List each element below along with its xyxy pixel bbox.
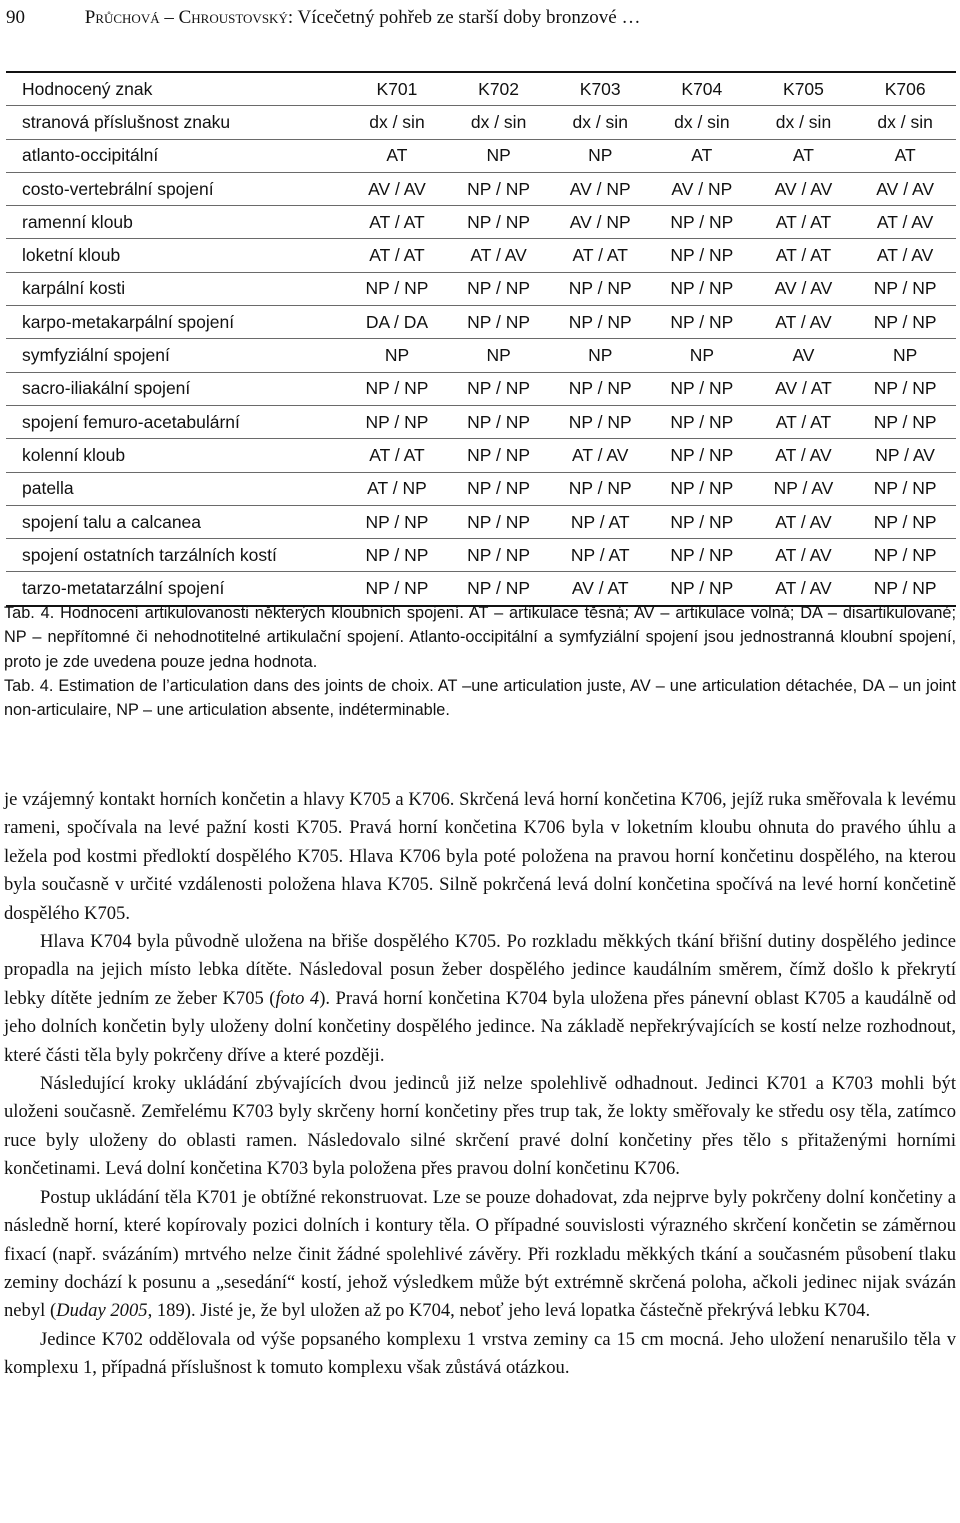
table-cell: AV / AT [549,572,651,606]
column-header: K704 [651,72,753,106]
table-cell: NP [549,139,651,172]
table-cell: NP [448,339,550,372]
table-row [6,339,956,372]
table-cell: NP / NP [854,572,956,606]
paragraph: je vzájemný kontakt horních končetin a hlavy K705 a K706. Skrčená levá horní končetina K706, jejíž ruka směřovala k levému rameni, spočívala na levé pažní kosti K705. Pravá horní končetina K706 byla v loketním kloubu ohnuta do pravého úhlu a ležela pod kostmi předloktí dospělého K705. Hlava K706 byla poté položena na pravou horní končetinu dospělého, na kterou byla současně v určité vzdálenosti položena hlava K705. Silně pokrčená levá dolní končetina spočívá na levé horní končetině dospělého K705. [4,789,956,924]
table-cell: NP [346,339,448,372]
table-cell: NP [448,139,550,172]
table-cell: AT / AV [753,505,855,538]
table-row [6,539,956,572]
page-number: 90 [6,7,25,28]
table-cell: AT / AT [346,206,448,239]
table-header-row [6,72,956,106]
paragraph-text: Hlava K704 byla původně uložena na břiše dospělého K705. Po rozkladu měkkých tkání břišní dutiny dospělého jedince propadla na jejich místo lebka dítěte. Následoval posun žeber dospělého jedince kaudálním směrem, čímž došlo k překrytí lebky dítěte jedním ze žeber K705 ( [4,931,956,1009]
data-table [6,71,956,607]
table-cell: NP / NP [549,306,651,339]
table-cell: NP / NP [448,505,550,538]
table-cell: NP / NP [854,472,956,505]
table-cell: AV / AV [753,272,855,305]
table-row [6,239,956,272]
column-header: K702 [448,72,550,106]
table-cell: NP / NP [651,405,753,438]
table-cell: AT [753,139,855,172]
table-cell: AV / AT [753,372,855,405]
table-cell: NP / NP [651,572,753,606]
row-label: costo-vertebrální spojení [6,172,346,205]
table-cell: NP / NP [651,439,753,472]
table-cell: NP / NP [346,539,448,572]
row-label: kolenní kloub [6,439,346,472]
row-label: stranová příslušnost znaku [6,106,346,139]
table-cell: NP / NP [346,272,448,305]
table-cell: NP / NP [346,572,448,606]
table-cell: AT / AT [753,239,855,272]
table-cell: NP / NP [651,239,753,272]
column-header: K701 [346,72,448,106]
table-cell: NP [854,339,956,372]
table-cell: AV [753,339,855,372]
table-row [6,172,956,205]
table-cell: dx / sin [448,106,550,139]
table-cell: NP / NP [346,505,448,538]
row-label: sacro-iliakální spojení [6,372,346,405]
table-cell: NP / NP [854,505,956,538]
table-cell: AT / AT [753,405,855,438]
table-cell: NP / AV [854,439,956,472]
table-cell: NP / NP [854,272,956,305]
row-label: symfyziální spojení [6,339,346,372]
table-cell: AT [854,139,956,172]
table-cell: dx / sin [549,106,651,139]
table-cell: NP / NP [651,472,753,505]
table-cell: AV / NP [549,172,651,205]
table-cell: NP / NP [448,372,550,405]
table-cell: AV / NP [549,206,651,239]
column-header: K705 [753,72,855,106]
table-cell: AT / AT [753,206,855,239]
table-cell: AV / AV [854,172,956,205]
table-cell: NP / NP [448,172,550,205]
table-cell: NP / NP [448,539,550,572]
table-cell: NP / NP [651,505,753,538]
table-cell: NP / NP [549,372,651,405]
table-row [6,472,956,505]
table-cell: NP / NP [448,206,550,239]
table-row [6,439,956,472]
row-label: atlanto-occipitální [6,139,346,172]
paragraph-text: Postup ukládání těla K701 je obtížné rekonstruovat. Lze se pouze dohadovat, zda nejprve byly pokrčeny dolní končetiny a následně horní, které kopírovaly pozici dolních i kontury těla. O případné souvislosti výrazného skrčení končetin se záměrnou fixací (např. svázáním) mrtvého nelze činit žádné spolehlivé závěry. Při rozkladu měkkých tkání a současném působení tlaku zeminy dochází k posunu a „sesedání“ kostí, jehož výsledkem může být extrémně skrčená poloha, ačkoli jedinec nijak svázán nebyl ( [4,1186,956,1322]
table-row [6,139,956,172]
table-cell: dx / sin [753,106,855,139]
table-cell: AT / AV [549,439,651,472]
table-cell: NP [651,339,753,372]
table-cell: NP / NP [549,272,651,305]
table-cell: AT [346,139,448,172]
table-cell: NP / NP [651,306,753,339]
table-cell: NP / NP [854,306,956,339]
table-cell: AT / AT [549,239,651,272]
table-cell: dx / sin [854,106,956,139]
table-cell: NP / NP [448,572,550,606]
table-cell: AV / NP [651,172,753,205]
table-cell: NP / NP [448,405,550,438]
table-cell: NP / NP [448,306,550,339]
citation: Duday 2005 [56,1300,148,1322]
table-cell: NP / NP [854,539,956,572]
row-label: karpální kosti [6,272,346,305]
table-cell: NP / NP [346,372,448,405]
table-cell: AT / AT [346,439,448,472]
table-cell: NP / NP [448,472,550,505]
table-cell: NP [549,339,651,372]
row-label: spojení ostatních tarzálních kostí [6,539,346,572]
column-header: Hodnocený znak [6,72,346,106]
row-label: tarzo-metatarzální spojení [6,572,346,606]
table-cell: AT / AV [753,306,855,339]
table-cell: NP / NP [346,405,448,438]
table-cell: NP / NP [651,372,753,405]
column-header: K703 [549,72,651,106]
row-label: ramenní kloub [6,206,346,239]
table-cell: AT / AV [854,239,956,272]
table-cell: NP / NP [651,539,753,572]
table-cell: dx / sin [346,106,448,139]
table-cell: DA / DA [346,306,448,339]
table-cell: NP / NP [854,372,956,405]
table-cell: AV / AV [753,172,855,205]
table-cell: AT / NP [346,472,448,505]
table-cell: AT / AV [854,206,956,239]
table-cell: NP / NP [549,472,651,505]
paragraph: Jedince K702 oddělovala od výše popsaného komplexu 1 vrstva zeminy ca 15 cm mocná. Jeho uložení nenarušilo těla v komplexu 1, případná příslušnost k tomuto komplexu však zůstává otázkou. [4,1328,956,1379]
table-cell: NP / NP [651,272,753,305]
row-label: loketní kloub [6,239,346,272]
row-label: spojení talu a calcanea [6,505,346,538]
table-cell: AT / AT [346,239,448,272]
running-header-authors: Průchová – Chroustovský: [84,7,294,28]
table-cell: NP / NP [448,272,550,305]
running-header [6,0,956,36]
table-row [6,372,956,405]
articulation-table [6,71,956,607]
table-cell: NP / AT [549,505,651,538]
table-row [6,405,956,438]
table-cell: NP / AV [753,472,855,505]
figure-reference: foto 4 [275,987,320,1009]
table-row [6,272,956,305]
running-header-title: Vícečetný pohřeb ze starší doby bronzové … [297,7,641,28]
paragraph: Následující kroky ukládání zbývajících dvou jedinců již nelze spolehlivě odhadnout. Jedinci K701 a K703 mohli být uloženi současně. Zemřelému K703 byly skrčeny horní končetiny přes trup tak, že lokty směřovaly ke středu osy těla, zatímco ruce byly uloženy do oblasti ramen. Následovalo silné skrčení pravé dolní končetiny přes tělo s přitaženými horními končetinami. Levá dolní končetina K703 byla položena přes pravou dolní končetinu K706. [4,1073,956,1180]
table-cell: AT / AV [753,439,855,472]
paragraph [4,1184,956,1326]
table-row [6,306,956,339]
table-row [6,106,956,139]
table-cell: AT / AV [448,239,550,272]
table-cell: AT [651,139,753,172]
table-cell: dx / sin [651,106,753,139]
article-body [4,786,956,1383]
caption-czech: Tab. 4. Hodnocení artikulovanosti některých kloubních spojení. AT – artikulace těsná; AV – artikulace volná; DA – disartikulované; NP – nepřítomné či nehodnotitelné artikulační spojení. Atlanto-occipitální a symfyziální spojení jsou jednostranná kloubní spojení, proto je zde uvedena pouze jedna hodnota. [4,604,956,671]
table-cell: AV / AV [346,172,448,205]
row-label: karpo-metakarpální spojení [6,306,346,339]
table-cell: AT / AV [753,572,855,606]
paragraph-text: , 189). Jisté je, že byl uložen až po K704, neboť jeho levá lopatka částečně překrývá lebku K704. [147,1300,871,1322]
table-cell: NP / NP [549,405,651,438]
caption-french: Tab. 4. Estimation de l’articulation dans des joints de choix. AT –une articulation juste, AV – une articulation détachée, DA – un joint non-articulaire, NP – une articulation absente, indéterminable. [4,676,956,720]
table-cell: NP / NP [651,206,753,239]
table-cell: NP / NP [854,405,956,438]
paragraph [4,928,956,1070]
table-row [6,206,956,239]
table-caption [4,601,956,722]
row-label: patella [6,472,346,505]
column-header: K706 [854,72,956,106]
table-cell: NP / AT [549,539,651,572]
paragraph-text: ). Pravá horní končetina K704 byla uložena přes pánevní oblast K705 a kaudálně od jeho dolních končetin byly uloženy dolní končetiny dospělého jedince. Na základě nepřekrývajících se kostí nelze rozhodnout, které části těla byly pokrčeny dříve a které později. [4,987,956,1066]
table-row [6,505,956,538]
row-label: spojení femuro-acetabulární [6,405,346,438]
table-cell: NP / NP [448,439,550,472]
table-cell: AT / AV [753,539,855,572]
